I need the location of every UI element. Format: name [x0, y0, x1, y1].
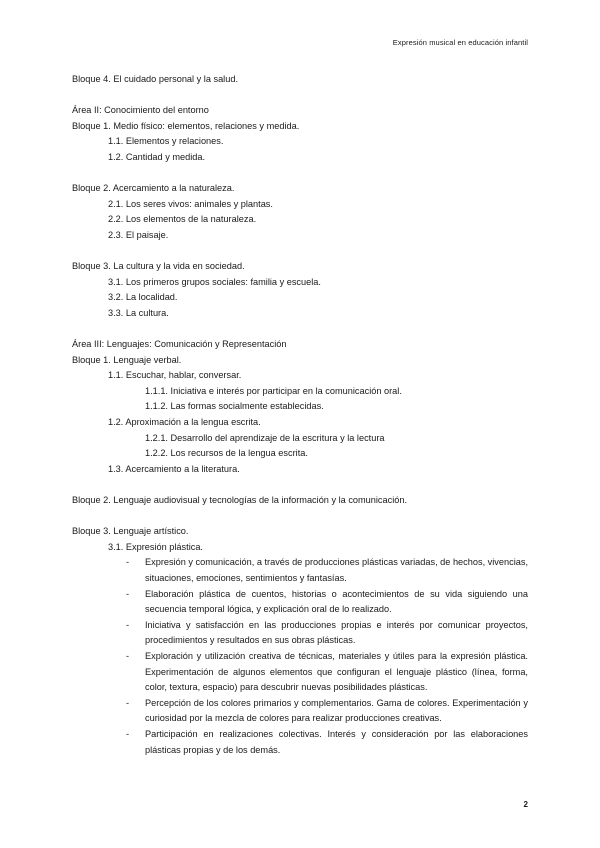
bullet-text: Participación en realizaciones colectivas. Interés y consideración por las elaboraciones plásticas propias y de los demás.	[145, 728, 528, 755]
bullet-text: Iniciativa y satisfacción en las producciones propias e interés por comunicar proyectos, procedimientos y resultados en sus obras plásticas.	[145, 619, 528, 646]
page-number: 2	[523, 800, 528, 809]
bullet-item	[72, 727, 528, 758]
bloque-4-heading: Bloque 4. El cuidado personal y la salud.	[72, 74, 238, 84]
list-item: 1.2.2. Los recursos de la lengua escrita.	[145, 448, 308, 459]
bullet-marker: -	[126, 650, 130, 661]
bullet-item	[72, 696, 528, 727]
list-item: 1.2. Cantidad y medida.	[108, 151, 206, 162]
bullet-marker: -	[126, 557, 130, 568]
list-item: 1.2.1. Desarrollo del aprendizaje de la escritura y la lectura	[145, 432, 385, 443]
list-item: 3.3. La cultura.	[108, 307, 169, 318]
area2-bloque-1-heading: Bloque 1. Medio físico: elementos, relaciones y medida.	[72, 120, 300, 131]
list-item: 2.2. Los elementos de la naturaleza.	[108, 214, 257, 225]
area2-bloque-3-heading: Bloque 3. La cultura y la vida en sociedad.	[72, 261, 245, 272]
list-item: 1.1. Elementos y relaciones.	[108, 136, 224, 147]
bullet-item	[72, 555, 528, 586]
bullet-marker: -	[126, 697, 130, 708]
list-item: 2.3. El paisaje.	[108, 229, 169, 240]
bullet-text: Expresión y comunicación, a través de producciones plásticas variadas, de hechos, vivencias, situaciones, emociones, sentimientos y fantasías.	[145, 557, 529, 583]
bullet-marker: -	[126, 728, 130, 739]
bullet-marker: -	[126, 619, 130, 630]
bullet-item	[72, 618, 528, 649]
list-item: 3.1. Los primeros grupos sociales: familia y escuela.	[108, 276, 321, 287]
list-item: 2.1. Los seres vivos: animales y plantas.	[108, 198, 273, 209]
list-item: 1.3. Acercamiento a la literatura.	[108, 463, 240, 474]
bullet-item	[72, 587, 528, 618]
bullet-text: Elaboración plástica de cuentos, historias o acontecimientos de su vida siguiendo una secuencia temporal lógica, y explicación oral de lo realizado.	[145, 588, 528, 615]
bullet-text: Percepción de los colores primarios y complementarios. Gama de colores. Experimentación y curiosidad por la mezcla de colores para realizar producciones creativas.	[145, 697, 528, 724]
bullet-item	[72, 649, 528, 696]
area3-bloque-2-heading: Bloque 2. Lenguaje audiovisual y tecnologías de la información y la comunicación.	[72, 495, 408, 506]
area-2-title: Área II: Conocimiento del entorno	[72, 105, 209, 116]
list-item: 1.1.1. Iniciativa e interés por participar en la comunicación oral.	[145, 385, 402, 396]
area-3-title: Área III: Lenguajes: Comunicación y Representación	[72, 339, 287, 350]
area3-bloque-3-heading: Bloque 3. Lenguaje artístico.	[72, 526, 189, 537]
page-header: Expresión musical en educación infantil	[392, 38, 528, 47]
area2-bloque-2-heading: Bloque 2. Acercamiento a la naturaleza.	[72, 183, 235, 194]
list-item: 3.2. La localidad.	[108, 292, 178, 303]
bullet-text: Exploración y utilización creativa de técnicas, materiales y útiles para la expresión plástica. Experimentación de algunos elementos que configuran el lenguaje plástico (línea, forma, color, textura, espacio) para descubrir nuevas posibilidades plásticas.	[145, 650, 528, 693]
area3-bloque-1-heading: Bloque 1. Lenguaje verbal.	[72, 354, 182, 365]
list-item: 1.1.2. Las formas socialmente establecidas.	[145, 401, 324, 412]
document-body	[72, 72, 528, 758]
expresion-plastica-bullets	[72, 555, 528, 758]
list-item: 3.1. Expresión plástica.	[108, 541, 203, 552]
list-item: 1.2. Aproximación a la lengua escrita.	[108, 417, 261, 428]
bullet-marker: -	[126, 588, 130, 599]
list-item: 1.1. Escuchar, hablar, conversar.	[108, 370, 242, 381]
